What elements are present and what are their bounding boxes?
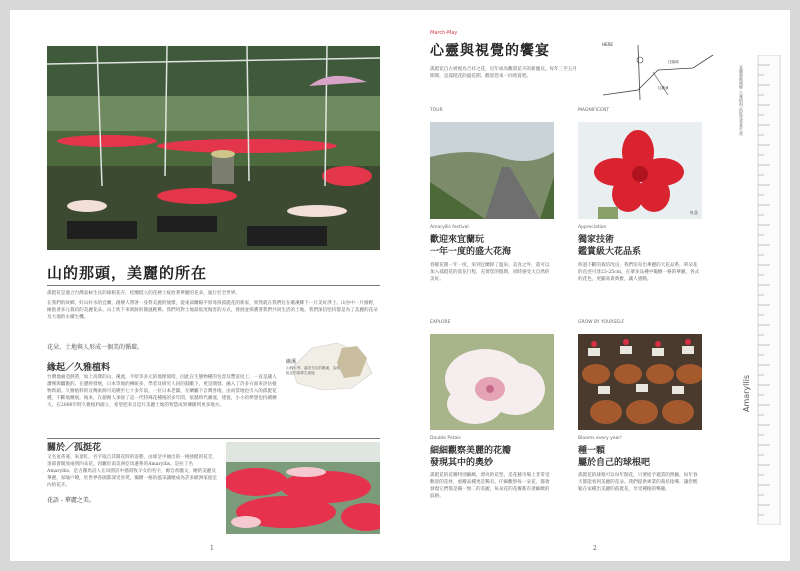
map-caption: 山明水秀，溫泉充足的礁溪，為孤挺花的重要生產地 [286, 366, 340, 375]
magazine-spread [10, 10, 790, 561]
festival-label: Amaryllis festival [430, 225, 469, 230]
map-place-label: 礁溪 [286, 359, 297, 365]
bloom-label: Blooms every year! [578, 436, 622, 441]
appreciation-label: Appreciation [578, 225, 607, 230]
right-page [400, 10, 790, 561]
grow-label: GROW BY YOURSELF [578, 320, 625, 325]
left-page [10, 10, 400, 561]
grow-title: 種一顆 屬於自己的球根吧 [578, 446, 651, 468]
right-title: 心靈與視覺的饗宴 [430, 43, 550, 59]
map-road-1: 往頭城 [668, 60, 679, 64]
page-number-right: 2 [593, 545, 597, 552]
tour-label: TOUR [430, 108, 443, 113]
potted-bulbs-photo [578, 334, 702, 430]
road-photo [430, 122, 554, 219]
left-title: 山的那頭，美麗的所在 [47, 264, 208, 282]
festival-title: 歡迎來宜蘭玩 一年一度的盛大花海 [430, 235, 512, 257]
festival-text: 春暖花開一年一度，來到宜蘭除了溫泉、美食之外，還可以加入孤挺花的賞花行程，充實您的假期，同時感受大自然的美好。 [430, 263, 550, 282]
explore-label: EXPLORE [430, 320, 451, 325]
map-road-2: 往礁溪 [658, 86, 669, 90]
photo-tag: 紅品 [690, 210, 698, 215]
section-rule [47, 438, 380, 439]
right-intro: 孤挺花自古被視為吉祥之花，近年成為觀賞花卉的新寵兒。每年三至五月期間，是孤挺花的盛花期，歡迎您來一同欣賞吧。 [430, 67, 578, 79]
about-title: 關於／孤挺花 [47, 443, 102, 453]
appreciation-title: 獨家技術 鑑賞級大花品系 [578, 235, 642, 257]
magnificent-label: MAGNIFICENT [578, 108, 610, 113]
left-slogan: 花朵、土地與人形成一個美的循環。 [47, 344, 144, 351]
about-section [47, 442, 219, 504]
ruler-brand: Amaryllis [742, 375, 751, 413]
double-text: 孤挺花的花瓣特別細緻，漂亮的花型，是花藝市場上非常受歡迎的花材，重瓣品種更是稀有。仔細觀察每一朵花，都會發現它們都是獨一無二的美麗，每朵花的花瓣都有著細緻的紋路。 [430, 473, 550, 499]
title-rule [47, 285, 380, 286]
page-number-left: 1 [210, 545, 214, 552]
map-here-label: HERE [602, 42, 613, 47]
flower-field-photo [226, 442, 380, 534]
ruler-side-text: 宜蘭縣礁溪鄉 久雅植料 孤挺花專業生產 [739, 65, 744, 136]
double-petal-photo [430, 334, 554, 430]
left-intro: 孤挺花是適合台灣氣候生長的球根花卉，桂蘭挺立的花梗上綻放著華麗的花朵，風行於全世界。 [47, 291, 240, 296]
flower-language: 花語 - 華麗之美。 [47, 497, 95, 504]
origin-text: 台灣地處亞熱帶，加上高聳的山，溪流，平原等多元的地理環境，因此在生態物種的包容及豐富度上，一直是讓人讚嘆與驕傲的。在歷經發展，日本等地的傳統多，學者及研究人員的鼓勵下，更是開發、融入了許多方面來評估植物新創。久雅植料的宣傳東源可追溯至七十多年前，一位日本老闆，在蘭屬下自灣各地，由而當地也引入的孤挺花種，不斷地擴展。後來，在創辦人承接了這一代特殊花種後的多年間，依循時代潮流，建置，小小的夢想也持續擴大。在2006年時久雅植料創立，希望把來自這片美麗土地的智慧成果傳播到更多地方。 [47, 375, 277, 408]
appreciation-text: 經過不斷的栽培改良，我們培育出華麗的大花品系，單朵花的直徑可達23-25cm，在眾多品種中獨樹一格的華麗。各式的花色，更顯高貴典雅，讓人感動。 [578, 263, 700, 282]
grow-text: 孤挺花的球根可以每年開花，只要給予適當的照顧，每年春天都能看到美麗的花朵。我們提供專業的栽培指導，讓您輕鬆在家種出美麗的孤挺花，享受種植的樂趣。 [578, 473, 698, 492]
origin-section [47, 362, 277, 409]
greenhouse-photo [47, 46, 380, 250]
red-flower-photo [578, 122, 702, 219]
about-text: 又名並蒂蓮、朱頂紅。名字取自其開花時的姿態，由球莖中抽出的一根強健的花莖，頂部會開放兩到四朵花。因屬於南美洲亞馬遜系的Amaryllis。是拉丁名Amaryllis，是古羅馬詩人在田園詩中描寫牧羊女的名字，源自希臘文，她的美麗及華麗，家喻戶曉，於世界各國都深受喜愛，獨樹一格的風采讓她成為許多歐洲家庭室內的花卉。 [47, 455, 217, 488]
double-label: Double Petals [430, 436, 461, 441]
left-intro2: 在我們的故鄉，好山好水的宜蘭，創辦人帶著一身對美麗的憧憬，從東部蘭陽平原尋找孤挺花的新家，果然就在我們位在礁溪鄉下一片美好淨土。山谷中一片綠野，擁抱著多元栽培的美麗花朵。山上吹下來新鮮的微風輕拂。我們用對土地最低度傷害的方式，發展並保護著我們共同生活的土地。我們深信堅持都是為了美麗的花朵及大地的永續生機。 [47, 301, 378, 320]
season-kicker: March-May [430, 30, 458, 36]
origin-title: 緣起／久雅植料 [47, 363, 111, 373]
route-map [598, 40, 718, 102]
location-map [282, 328, 380, 398]
side-ruler [732, 55, 782, 525]
double-title: 細細觀察美麗的花瓣 發現其中的奧妙 [430, 446, 512, 468]
